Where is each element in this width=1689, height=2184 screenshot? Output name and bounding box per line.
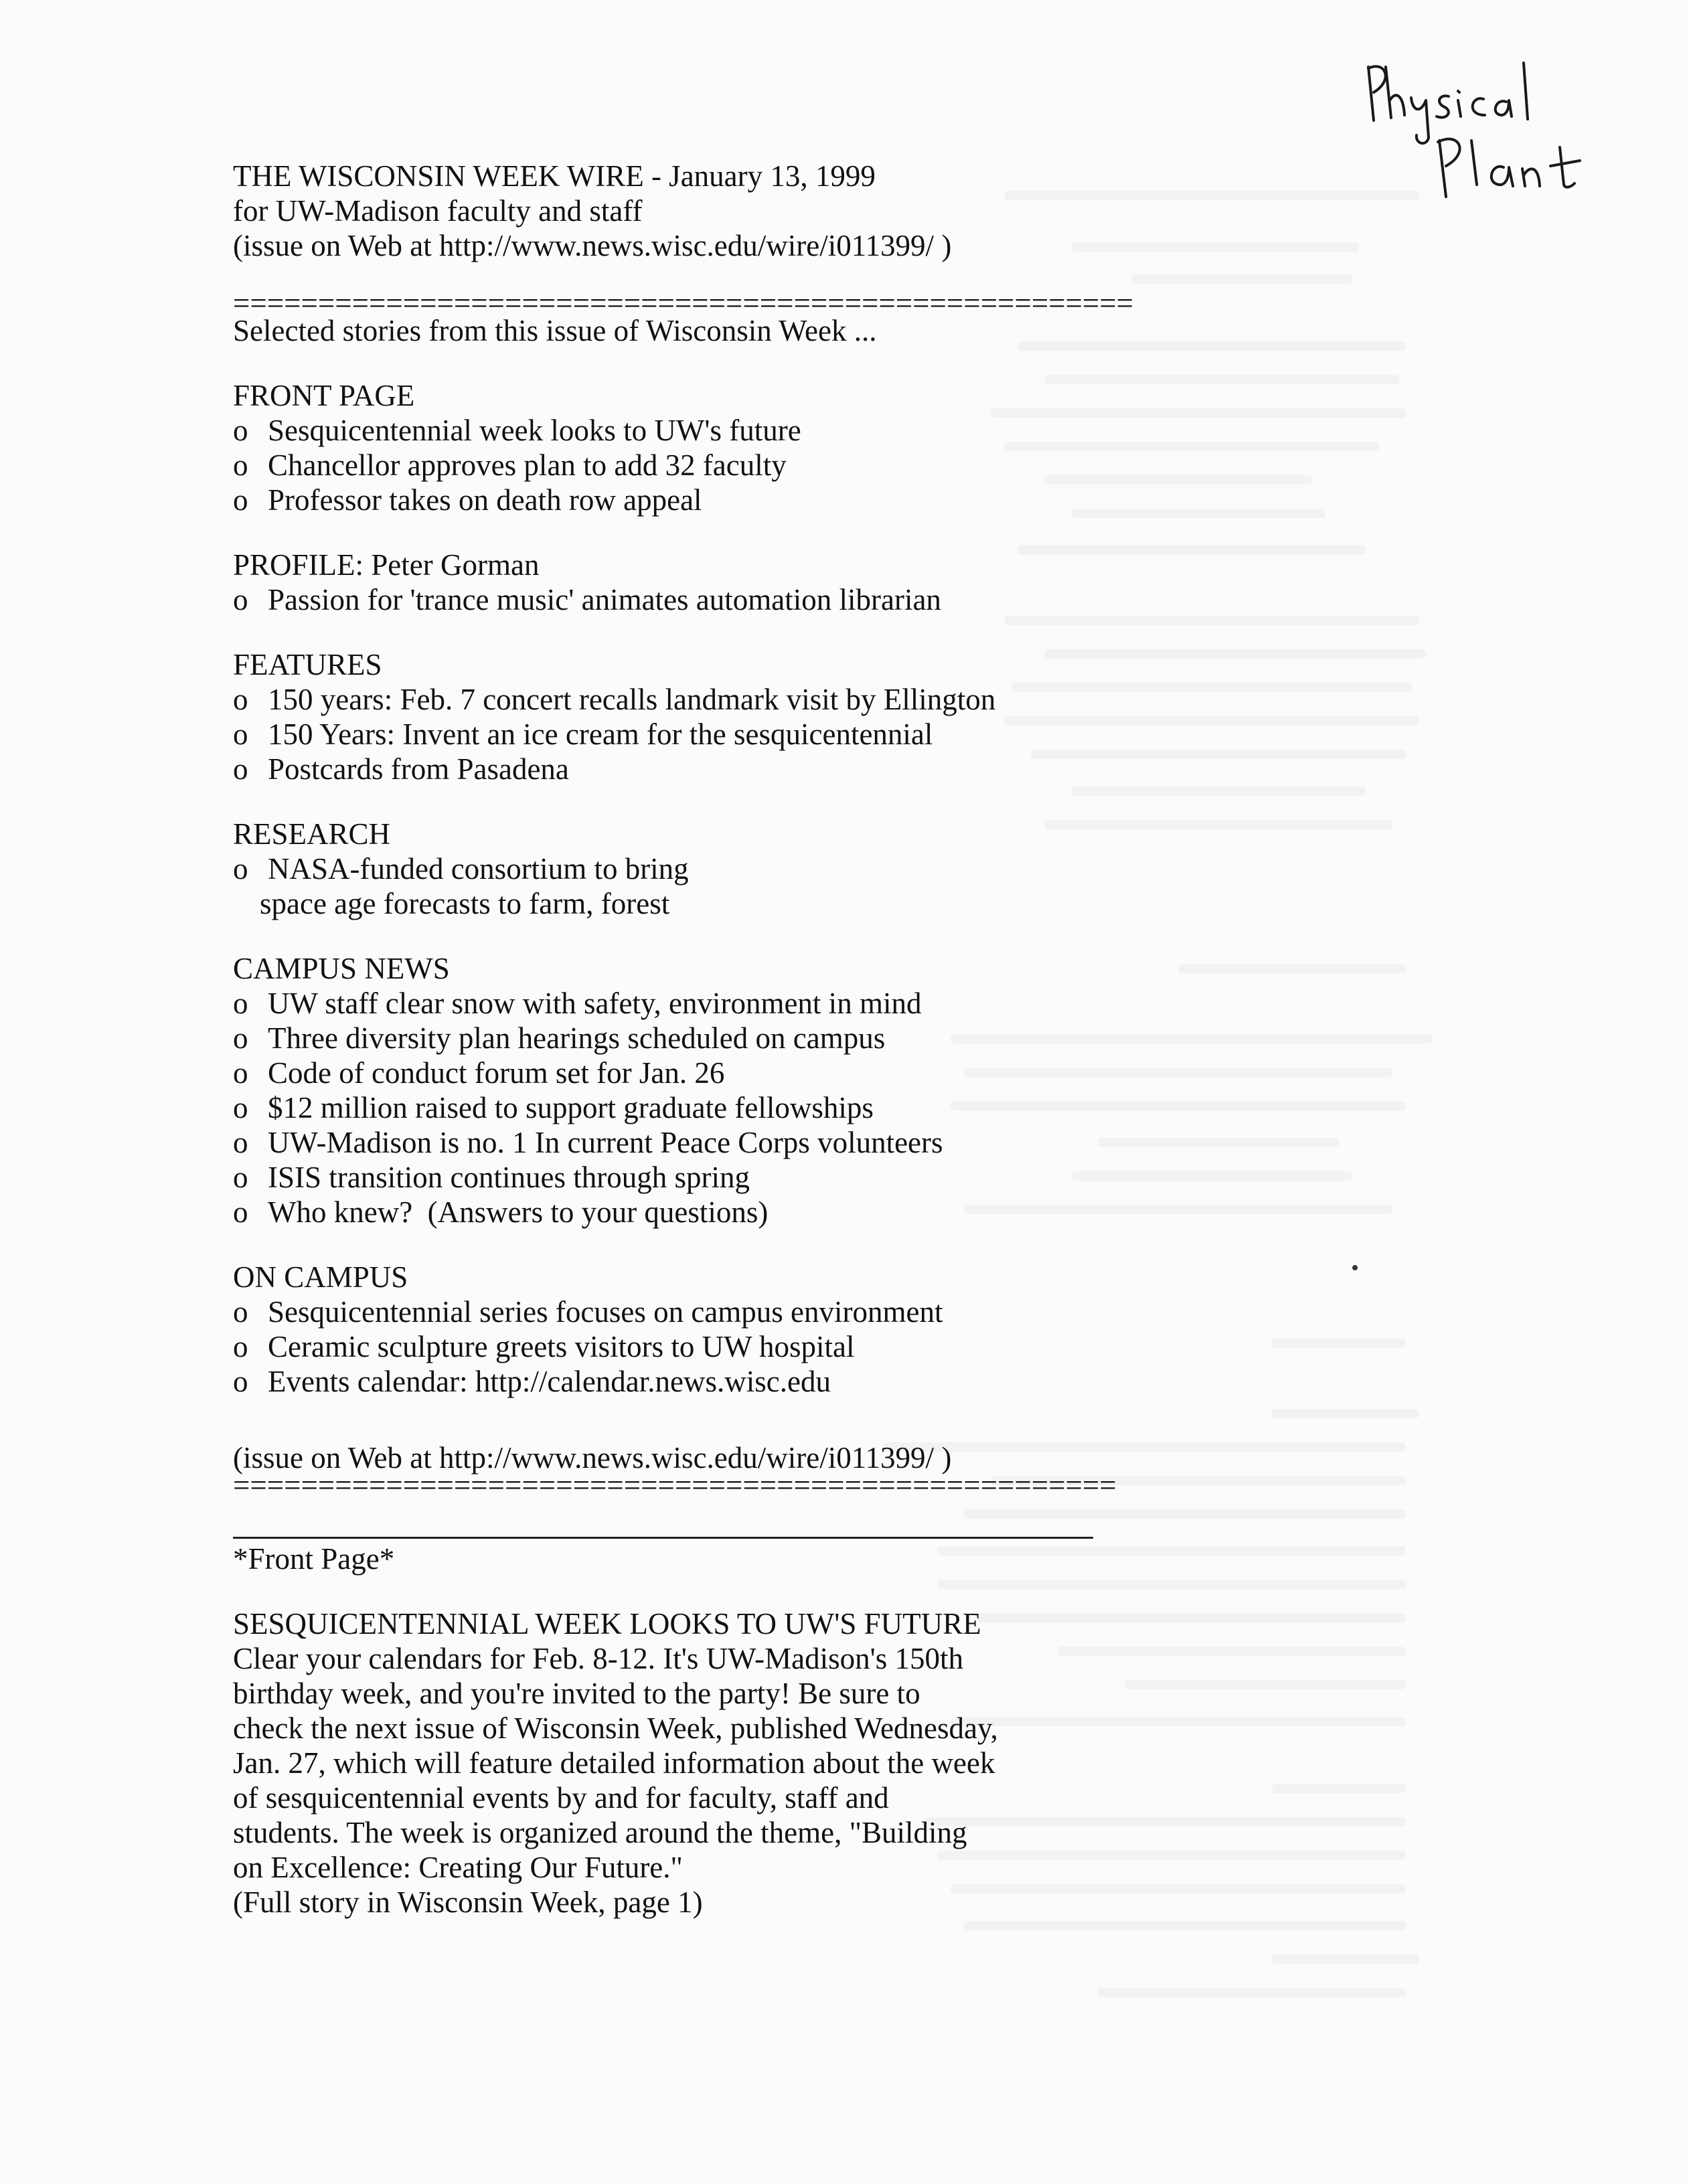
bullet-mark: o [233, 1330, 248, 1363]
list-item-text: UW-Madison is no. 1 In current Peace Corps volunteers [268, 1126, 943, 1159]
list-item [233, 986, 1237, 1021]
bullet-mark: o [233, 414, 248, 447]
intro-text: Selected stories from this issue of Wisconsin Week ... [233, 314, 877, 347]
list-item [233, 448, 1237, 483]
bullet-mark: o [233, 1021, 248, 1055]
section-heading: FRONT PAGE [233, 379, 415, 412]
section-research [233, 817, 1237, 921]
section-profile [233, 548, 1237, 617]
list-item [233, 1021, 1237, 1056]
list-item [233, 851, 1237, 886]
section-heading: ON CAMPUS [233, 1260, 408, 1294]
handwriting-graphic [1359, 54, 1613, 214]
newsletter-web-link: (issue on Web at http://www.news.wisc.edu/wire/i011399/ ) [233, 229, 952, 262]
list-item-continuation: space age forecasts to farm, forest [260, 887, 670, 920]
front-page-label: *Front Page* [233, 1542, 395, 1576]
list-item-text: Professor takes on death row appeal [268, 483, 702, 517]
list-item [233, 1195, 1237, 1230]
list-item-text: Events calendar: http://calendar.news.wisc.edu [268, 1365, 831, 1398]
rule-bottom: ==================================================== [233, 1475, 1117, 1495]
list-item-text: Who knew? (Answers to your questions) [268, 1195, 769, 1229]
list-item-text: ISIS transition continues through spring [268, 1161, 750, 1194]
bullet-mark: o [233, 1161, 248, 1194]
story-headline: SESQUICENTENNIAL WEEK LOOKS TO UW'S FUTURE [233, 1607, 981, 1641]
list-item-text: UW staff clear snow with safety, environment in mind [268, 987, 922, 1020]
newsletter-body [233, 159, 1237, 1920]
list-item [233, 682, 1237, 717]
list-item [233, 717, 1237, 752]
section-divider [233, 1537, 1093, 1539]
section-on-campus [233, 1260, 1237, 1399]
bullet-mark: o [233, 1295, 248, 1329]
bullet-mark: o [233, 483, 248, 517]
list-item-text: 150 Years: Invent an ice cream for the sesquicentennial [268, 718, 933, 751]
list-item-text: Postcards from Pasadena [268, 752, 569, 786]
section-heading: CAMPUS NEWS [233, 952, 450, 985]
section-heading: FEATURES [233, 648, 382, 681]
story-front-page [233, 1606, 1237, 1920]
list-item [233, 1090, 1237, 1125]
list-item [233, 1364, 1237, 1399]
bullet-mark: o [233, 987, 248, 1020]
bullet-mark: o [233, 1126, 248, 1159]
list-item [233, 752, 1237, 786]
list-item-text: Passion for 'trance music' animates automation librarian [268, 583, 941, 616]
list-item [233, 1125, 1237, 1160]
section-front-page [233, 378, 1237, 517]
bullet-mark: o [233, 683, 248, 716]
bullet-mark: o [233, 1091, 248, 1124]
bullet-mark: o [233, 718, 248, 751]
story-source: (Full story in Wisconsin Week, page 1) [233, 1885, 703, 1919]
bullet-mark: o [233, 752, 248, 786]
list-item [233, 1160, 1237, 1195]
newsletter-title: THE WISCONSIN WEEK WIRE - January 13, 1999 [233, 159, 876, 193]
bullet-mark: o [233, 448, 248, 482]
bullet-mark: o [233, 1195, 248, 1229]
list-item-text: Code of conduct forum set for Jan. 26 [268, 1056, 725, 1090]
story-line: students. The week is organized around the theme, "Building [233, 1816, 967, 1849]
story-line: check the next issue of Wisconsin Week, published Wednesday, [233, 1711, 998, 1745]
list-item [233, 483, 1237, 517]
list-item-text: Chancellor approves plan to add 32 faculty [268, 448, 787, 482]
list-item [233, 1294, 1237, 1329]
bullet-mark: o [233, 1365, 248, 1398]
list-item-text: Three diversity plan hearings scheduled on campus [268, 1021, 886, 1055]
scan-speck [1352, 1265, 1358, 1270]
list-item-text: $12 million raised to support graduate fellowships [268, 1091, 874, 1124]
section-heading: PROFILE: Peter Gorman [233, 548, 540, 582]
bullet-mark: o [233, 583, 248, 616]
newsletter-audience: for UW-Madison faculty and staff [233, 194, 643, 228]
list-item [233, 1056, 1237, 1090]
list-item-text: NASA-funded consortium to bring [268, 852, 689, 886]
list-item-text: Ceramic sculpture greets visitors to UW hospital [268, 1330, 855, 1363]
section-features [233, 647, 1237, 786]
list-item-text: 150 years: Feb. 7 concert recalls landmark visit by Ellington [268, 683, 996, 716]
story-line: Jan. 27, which will feature detailed information about the week [233, 1746, 995, 1780]
story-line: birthday week, and you're invited to the party! Be sure to [233, 1677, 920, 1710]
list-item-text: Sesquicentennial week looks to UW's future [268, 414, 801, 447]
list-item [233, 582, 1237, 617]
bullet-mark: o [233, 1056, 248, 1090]
story-line: Clear your calendars for Feb. 8-12. It's UW-Madison's 150th [233, 1642, 963, 1675]
footer-web-link: (issue on Web at http://www.news.wisc.edu/wire/i011399/ ) [233, 1441, 952, 1475]
bullet-mark: o [233, 852, 248, 886]
list-item [233, 1329, 1237, 1364]
rule-top: ===================================================== [233, 293, 1134, 313]
story-line: of sesquicentennial events by and for faculty, staff and [233, 1781, 889, 1815]
section-campus-news [233, 951, 1237, 1230]
section-heading: RESEARCH [233, 817, 391, 851]
list-item-text: Sesquicentennial series focuses on campus environment [268, 1295, 943, 1329]
list-item [233, 413, 1237, 448]
handwritten-annotation [1359, 54, 1613, 214]
story-line: on Excellence: Creating Our Future." [233, 1851, 683, 1884]
